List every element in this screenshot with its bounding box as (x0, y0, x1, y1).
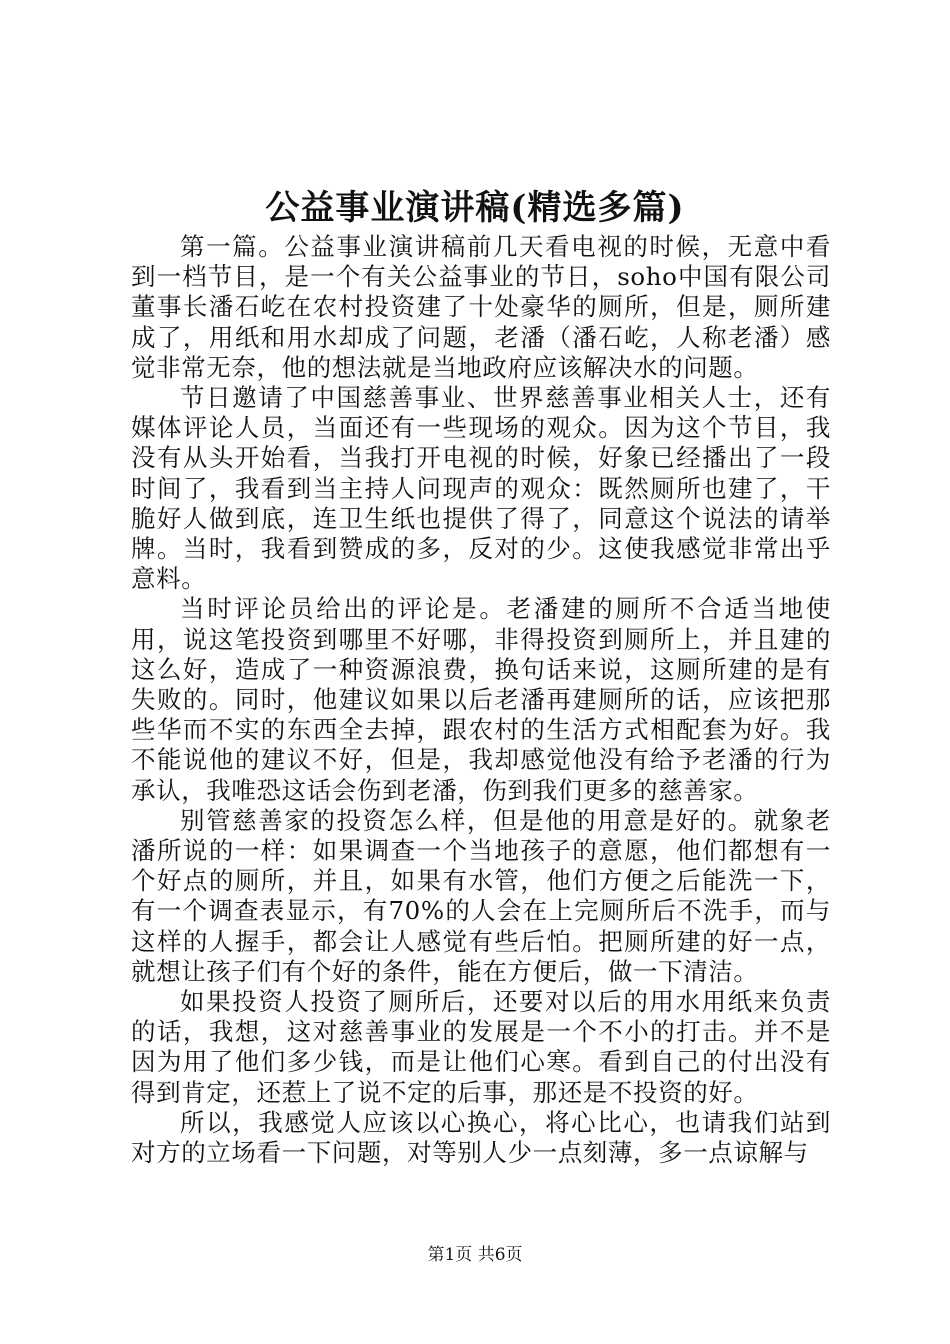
paragraph-3: 当时评论员给出的评论是。老潘建的厕所不合适当地使用，说这笔投资到哪里不好哪，非得投资到厕所上，并且建的这么好，造成了一种资源浪费，换句话来说，这厕所建的是有失败的。同时，他建议如果以后老潘再建厕所的话，应该把那些华而不实的东西全去掉，跟农村的生活方式相配套为好。我不能说他的建议不好，但是，我却感觉他没有给予老潘的行为承认，我唯恐这话会伤到老潘，伤到我们更多的慈善家。 (131, 594, 831, 805)
paragraph-1: 第一篇。公益事业演讲稿前几天看电视的时候，无意中看到一档节目，是一个有关公益事业的节日，soho中国有限公司董事长潘石屹在农村投资建了十处豪华的厕所，但是，厕所建成了，用纸和用水却成了问题，老潘（潘石屹，人称老潘）感觉非常无奈，他的想法就是当地政府应该解决水的问题。 (131, 232, 831, 382)
paragraph-6: 所以，我感觉人应该以心换心，将心比心，也请我们站到对方的立场看一下问题，对等别人少一点刻薄，多一点谅解与 (131, 1107, 831, 1168)
document-body (131, 232, 831, 1168)
page-footer: 第1页 共6页 (427, 1245, 523, 1265)
paragraph-4: 别管慈善家的投资怎么样，但是他的用意是好的。就象老潘所说的一样：如果调查一个当地孩子的意愿，他们都想有一个好点的厕所，并且，如果有水管，他们方便之后能洗一下，有一个调查表显示，有70%的人会在上完厕所后不洗手，而与这样的人握手，都会让人感觉有些后怕。把厕所建的好一点，就想让孩子们有个好的条件，能在方便后，做一下清洁。 (131, 805, 831, 986)
paragraph-2: 节日邀请了中国慈善事业、世界慈善事业相关人士，还有媒体评论人员，当面还有一些现场的观众。因为这个节目，我没有从头开始看，当我打开电视的时候，好象已经播出了一段时间了，我看到当主持人问现声的观众：既然厕所也建了，干脆好人做到底，连卫生纸也提供了得了，同意这个说法的请举牌。当时，我看到赞成的多，反对的少。这使我感觉非常出乎意料。 (131, 383, 831, 594)
document-title: 公益事业演讲稿(精选多篇) (265, 188, 685, 228)
paragraph-5: 如果投资人投资了厕所后，还要对以后的用水用纸来负责的话，我想，这对慈善事业的发展是一个不小的打击。并不是因为用了他们多少钱，而是让他们心寒。看到自己的付出没有得到肯定，还惹上了说不定的后事，那还是不投资的好。 (131, 987, 831, 1107)
